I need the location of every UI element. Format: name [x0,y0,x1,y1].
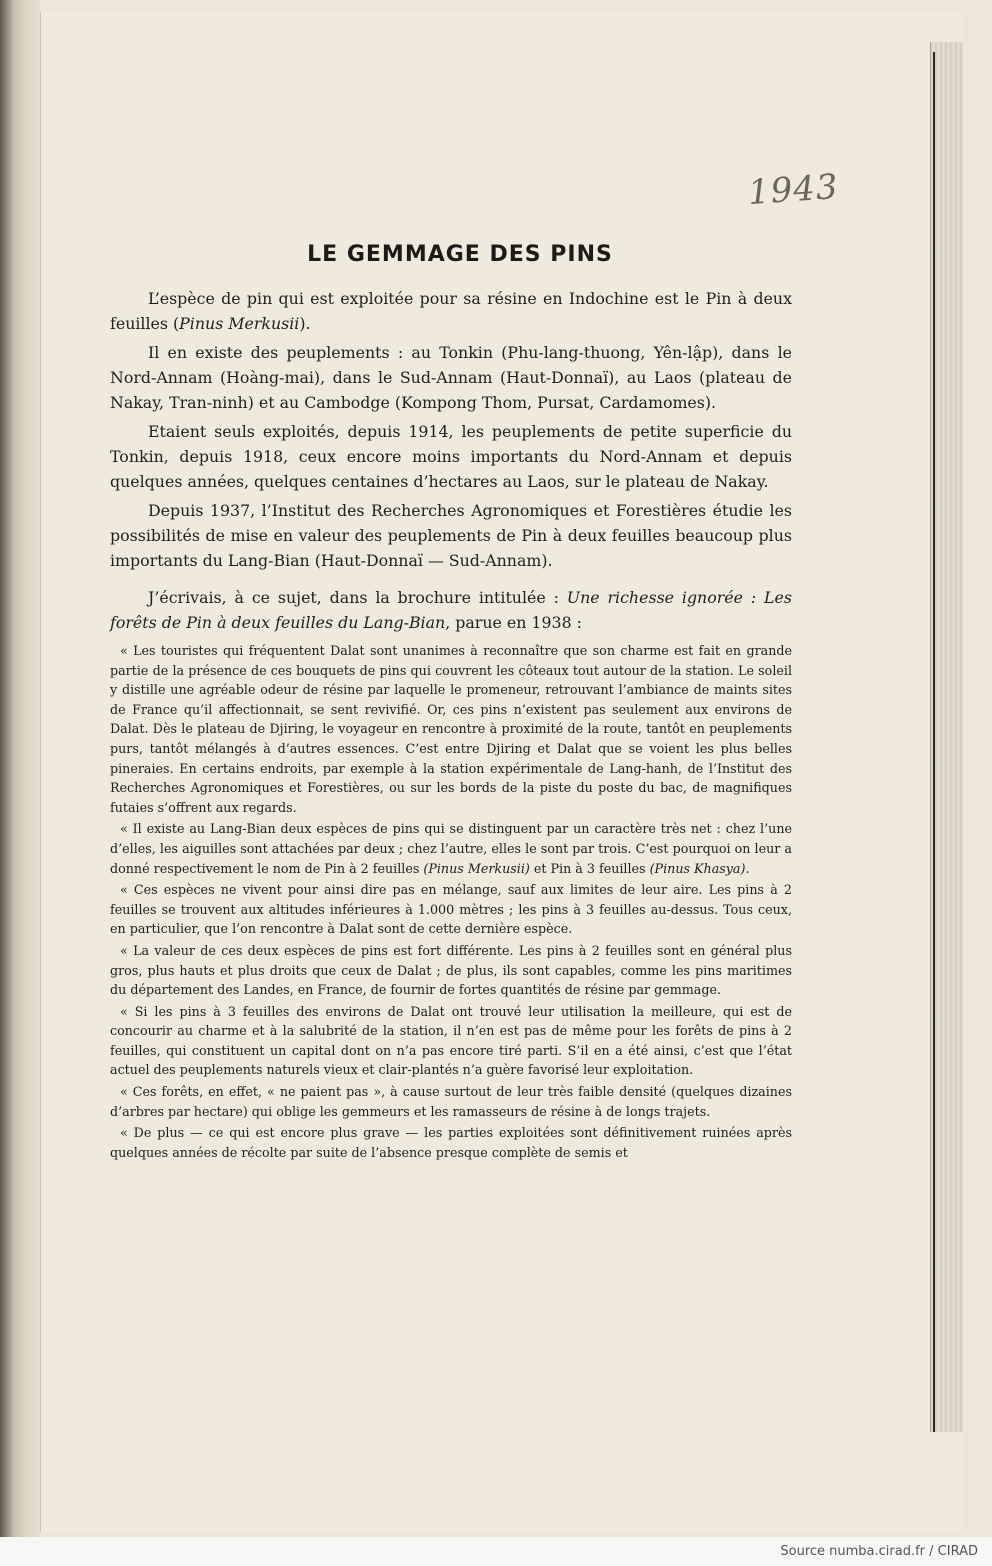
quote-paragraph [110,641,792,817]
text-run: « Les touristes qui fréquentent Dalat sont unanimes à reconnaître que son charme est fait en grande partie de la présence de ces bouquets de pins qui couvrent les côteaux tout autour de la station. Le soleil y distille une agréable odeur de résine par laquelle le promeneur, retrouvant l’ambiance de maints sites de France qu’il affectionnait, se sent revivifié. Or, ces pins n’existent pas seulement aux environs de Dalat. Dès le plateau de Djiring, le voyageur en rencontre à proximité de la route, tantôt en peuplements purs, tantôt mélangés à d’autres essences. C’est entre Djiring et Dalat que se voient les plus belles pineraies. En certains endroits, par exemple à la station expérimentale de Lang-hanh, de l’Institut des Recherches Agronomiques et Forestières, ou sur les bords de la piste du poste du bac, de magnifiques futaies s’offrent aux regards. [110,643,792,815]
quote-paragraph [110,1002,792,1080]
italic-text: (Pinus Khasya) [649,860,746,876]
text-run: « De plus — ce qui est encore plus grave — les parties exploitées sont définitivement ruinées après quelques années de récolte par suite de l’absence presque complète de semis et [110,1125,792,1160]
paragraph [110,498,792,573]
text-run: Etaient seuls exploités, depuis 1914, les peuplements de petite superficie du Tonkin, depuis 1918, ceux encore moins importants du Nord-Annam et depuis quelques années, quelques centaines d’hectares au Laos, sur le plateau de Nakay. [110,422,792,491]
handwritten-annotation: 1943 [746,166,840,214]
intro-paragraphs [110,286,792,635]
quote-paragraph [110,1123,792,1162]
quote-paragraph [110,880,792,939]
page-title: LE GEMMAGE DES PINS [307,242,613,267]
paragraph [110,340,792,415]
article-body [110,286,792,1162]
quote-paragraph [110,819,792,878]
quote-paragraph [110,941,792,1000]
source-credit: Source numba.cirad.fr / CIRAD [780,1544,978,1559]
text-run: « Il existe au Lang-Bian deux espèces de pins qui se distinguent par un caractère très net : chez l’une d’elles, les aiguilles sont attachées par deux ; chez l’autre, elles le sont par trois. C’est pourquoi on leur a donné respectivement le nom de Pin à 2 feuilles [110,821,792,876]
book-binding [0,0,40,1537]
text-run: « Ces espèces ne vivent pour ainsi dire pas en mélange, sauf aux limites de leur aire. Les pins à 2 feuilles se trouvent aux altitudes inférieures à 1.000 mètres ; les pins à 3 feuilles au-dessus. Tous ceux, en particulier, que l’on rencontre à Dalat sont de cette dernière espèce. [110,882,792,937]
italic-text: Pinus Merkusii [179,314,300,333]
paragraph [110,419,792,494]
edge-rule [933,52,935,1432]
text-run: . [745,860,750,876]
text-run: Il en existe des peuplements : au Tonkin (Phu-lang-thuong, Yên-lập), dans le Nord-Annam (Hoàng-mai), dans le Sud-Annam (Haut-Donnaï), au Laos (plateau de Nakay, Tran-ninh) et au Cambodge (Kompong Thom, Pursat, Cardamomes). [110,343,792,412]
text-run: « Ces forêts, en effet, « ne paient pas », à cause surtout de leur très faible densité (quelques dizaines d’arbres par hectare) qui oblige les gemmeurs et les ramasseurs de résine à de longs trajets. [110,1084,792,1119]
text-run: et Pin à 3 feuilles [529,860,650,876]
text-run: « La valeur de ces deux espèces de pins est fort différente. Les pins à 2 feuilles sont en général plus gros, plus hauts et plus droits que ceux de Dalat ; de plus, ils sont capables, comme les pins maritimes du département des Landes, en France, de fournir de fortes quantités de résine par gemmage. [110,942,792,998]
text-run: ). [299,314,311,333]
text-run: Depuis 1937, l’Institut des Recherches Agronomiques et Forestières étudie les possibilités de mise en valeur des peuplements de Pin à deux feuilles beaucoup plus importants du Lang-Bian (Haut-Donnaï — Sud-Annam). [110,501,792,570]
text-run: J’écrivais, à ce sujet, dans la brochure intitulée : [148,588,567,607]
italic-text: (Pinus Merkusii) [423,860,530,876]
paragraph [110,585,792,635]
italic-text: Une richesse ignorée : Les forêts de Pin à deux feuilles du Lang-Bian [110,588,792,632]
quoted-excerpt [110,641,792,1162]
text-run: , parue en 1938 : [445,613,582,632]
quote-paragraph [110,1082,792,1121]
text-run: L’espèce de pin qui est exploitée pour sa résine en Indochine est le Pin à deux feuilles ( [110,289,792,333]
paragraph [110,286,792,336]
text-run: « Si les pins à 3 feuilles des environs de Dalat ont trouvé leur utilisation la meilleure, qui est de concourir au charme et à la salubrité de la station, il n’en est pas de même pour les forêts de pins à 2 feuilles, qui constituent un capital dont on n’a pas encore tiré parti. S’il en a été ainsi, c’est que l’état actuel des peuplements naturels vieux et clair-plantés n’a guère favorisé leur exploitation. [110,1003,792,1078]
